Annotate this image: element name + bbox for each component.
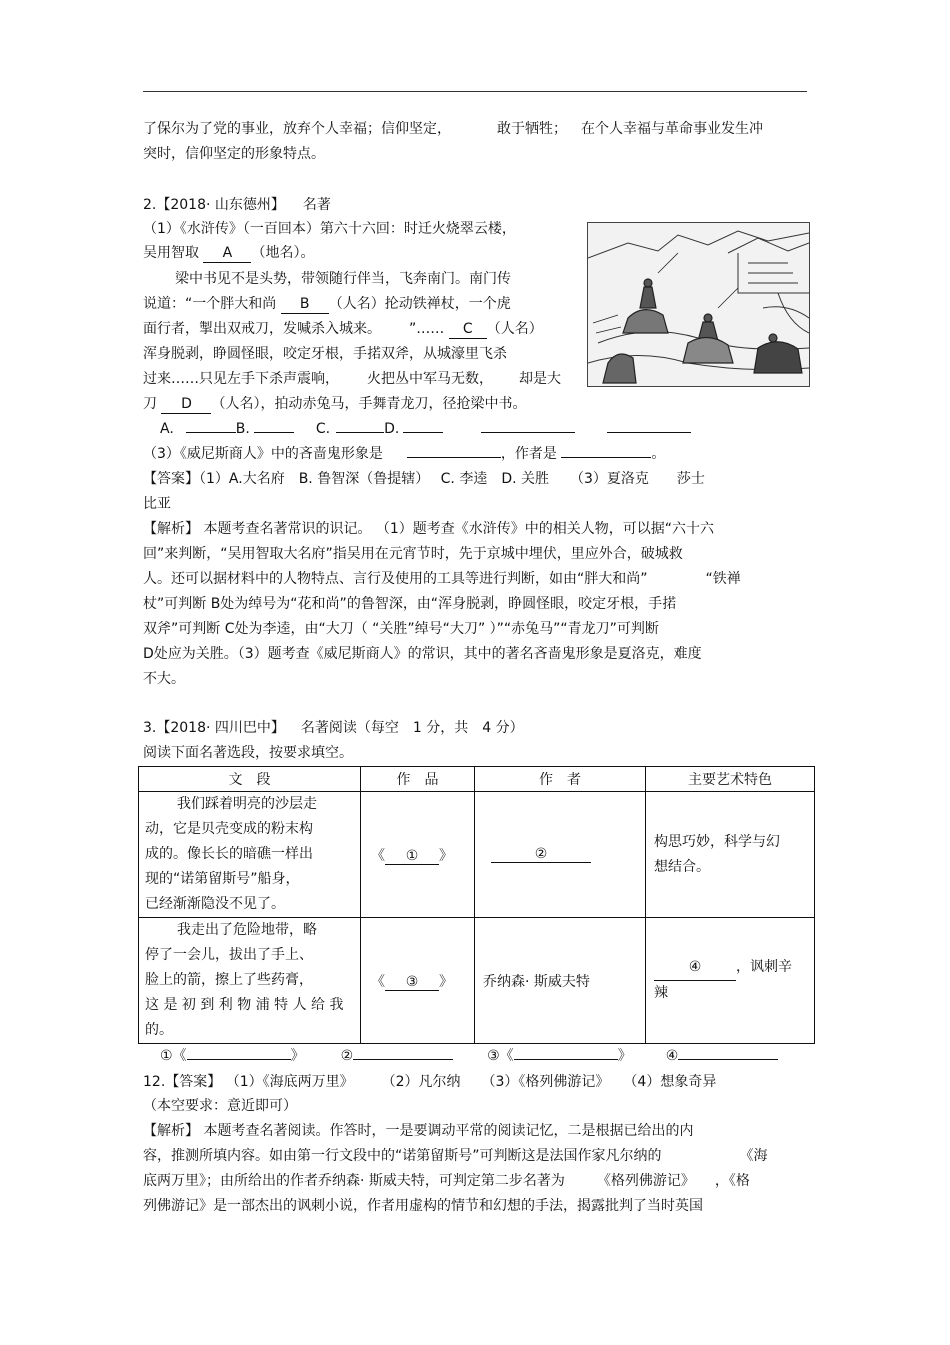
q2-p5 <box>143 319 543 339</box>
blank-a[interactable]: A <box>203 244 251 263</box>
q2-p10-mid: ，作者是 <box>500 446 557 462</box>
intro-line-2: 突时，信仰坚定的形象特点。 <box>143 146 325 162</box>
row1-feature <box>646 792 815 918</box>
row1-passage-line: 现的“诺第留斯号”船身， <box>145 871 300 887</box>
fill-1-close: 》 <box>290 1048 305 1064</box>
q2-p4-text: 说道：“一个胖大和尚 <box>143 296 277 312</box>
intro-text-a: 了保尔为了党的事业，放弃个人幸福；信仰坚定， <box>143 121 451 137</box>
q3-header <box>143 718 524 738</box>
option-b-blank[interactable] <box>254 432 294 433</box>
battle-illustration <box>587 222 810 387</box>
work-blank-3[interactable]: ③ <box>385 974 439 991</box>
option-a-label: A. <box>160 421 174 437</box>
table-row <box>139 918 815 1044</box>
q2-explain-2: 回”来判断，“吴用智取大名府”指吴用在元宵节时，先于京城中埋伏，里应外合，破城救 <box>143 546 683 562</box>
blank-d[interactable]: D <box>161 395 211 414</box>
q3-explain-3-book: 《格列佛游记》 <box>596 1173 695 1189</box>
q3-explain-3-text: 底两万里》；由所给出的作者乔纳森· 斯威夫特，可判定第二步名著为 <box>143 1173 565 1189</box>
q2-source: 2.【2018· 山东德州】 <box>143 197 285 213</box>
q2-p5-tail: （人名） <box>486 321 543 337</box>
row2-author: 乔纳森· 斯威夫特 <box>475 918 646 1044</box>
row2-passage-line: 这 是 初 到 利 物 浦 特 人 给 我 <box>145 997 344 1013</box>
q2-p2-tail: （地名）。 <box>251 245 315 261</box>
fill-3-label: ③《 <box>487 1048 514 1064</box>
q2-explain-3 <box>143 569 741 589</box>
table-row <box>139 792 815 918</box>
q2-options <box>160 419 691 439</box>
col-header-feature: 主要艺术特色 <box>646 767 815 792</box>
option-c-blank[interactable] <box>336 432 384 433</box>
author-blank[interactable] <box>561 457 651 458</box>
q2-p8-tail: （人名），拍动赤兔马，手舞青龙刀，径抢梁中书。 <box>211 396 527 412</box>
row2-passage-line: 我走出了危险地带，略 <box>177 922 317 938</box>
row2-passage-line: 停了一会儿，拔出了手上、 <box>145 947 313 963</box>
row1-feature-line: 想结合。 <box>654 858 710 875</box>
book-open-mark: 《 <box>371 973 385 990</box>
fill-4-blank[interactable] <box>678 1059 778 1060</box>
row2-passage <box>139 918 361 1044</box>
blank-b[interactable]: B <box>281 295 329 314</box>
fill-1-blank[interactable] <box>187 1059 291 1060</box>
q2-explain-3-tail: “铁禅 <box>705 571 741 587</box>
q2-p7 <box>143 369 561 389</box>
fill-3-close: 》 <box>617 1048 632 1064</box>
fill-2-blank[interactable] <box>353 1059 453 1060</box>
q3-explain-2-tail: 《海 <box>739 1148 768 1164</box>
work-blank-1[interactable]: ① <box>385 848 439 865</box>
blank-c[interactable]: C <box>449 320 487 339</box>
intro-text-c: 在个人幸福与革命事业发生冲 <box>581 121 763 137</box>
row2-feature-text: ，讽刺辛 <box>736 959 792 975</box>
row1-work <box>361 792 475 918</box>
fill-4-label: ④ <box>665 1048 679 1064</box>
option-d-label: D. <box>384 421 400 437</box>
row1-author <box>475 792 646 918</box>
header-rule <box>143 91 807 92</box>
col-header-author: 作 者 <box>475 767 646 792</box>
battle-illustration-svg <box>588 223 809 386</box>
col-header-passage: 文 段 <box>139 767 361 792</box>
q2-p10-text: （3）《威尼斯商人》中的吝啬鬼形象是 <box>143 446 383 462</box>
row2-feature <box>646 918 815 1044</box>
col-header-work: 作 品 <box>361 767 475 792</box>
intro-line-1 <box>143 119 763 139</box>
q2-p4 <box>143 294 511 314</box>
q2-p2 <box>143 243 314 263</box>
table-header-row <box>139 767 815 792</box>
q3-explain-2-text: 容，推测所填内容。如由第一行文段中的“诺第留斯号”可判断这是法国作家凡尔纳的 <box>143 1148 662 1164</box>
q2-p1: （1）《水浒传》（一百回本）第六十六回：时迁火烧翠云楼， <box>143 221 516 237</box>
option-d-blank[interactable] <box>403 432 443 433</box>
option-b-label: B. <box>235 421 250 437</box>
row1-feature-line: 构思巧妙，科学与幻 <box>654 833 780 850</box>
q2-explain-6: D处应为关胜。（3）题考查《威尼斯商人》的常识，其中的著名吝啬鬼形象是夏洛克，难度 <box>143 646 702 662</box>
q2-p5-text: 面行者，掣出双戒刀，发喊杀入城来。 <box>143 321 381 337</box>
q3-explain-4: 列佛游记》是一部杰出的讽刺小说，作者用虚构的情节和幻想的手法，揭露批判了当时英国 <box>143 1198 703 1214</box>
feature-blank-4[interactable]: ④ <box>654 955 736 981</box>
q2-p7-text: 过来……只见左手下杀声震响， <box>143 371 339 387</box>
option-a-blank[interactable] <box>186 432 236 433</box>
q2-p3: 梁中书见不是头势，带领随行伴当，飞奔南门。南门传 <box>175 271 511 287</box>
q3-explain-3-tail: ，《格 <box>714 1173 750 1189</box>
q2-p8 <box>143 394 526 414</box>
fill-2-label: ② <box>340 1048 354 1064</box>
q2-p7-mid: 火把丛中军马无数， <box>367 371 493 387</box>
row1-passage-line: 动，它是贝壳变成的粉末构 <box>145 821 313 837</box>
q2-p5-mid: ”…… <box>409 321 445 337</box>
q3-explain-2 <box>143 1146 768 1166</box>
q2-p10-end: 。 <box>651 446 666 462</box>
q3-topic: 名著阅读（每空 1 分，共 4 分） <box>300 720 524 736</box>
book-close-mark: 》 <box>439 973 453 990</box>
option-c-label: C. <box>315 421 331 437</box>
q3-fill-line <box>160 1046 778 1066</box>
option-extra-blank-2[interactable] <box>607 432 691 433</box>
row2-feature-line: 辣 <box>654 985 668 1001</box>
q2-explain-4: 杖”可判断 B处为绰号为“花和尚”的鲁智深，由“浑身脱剥，睁圆怪眼，咬定牙根，手掿 <box>143 596 677 612</box>
q2-header <box>143 195 331 215</box>
fill-3-blank[interactable] <box>514 1059 618 1060</box>
option-extra-blank-1[interactable] <box>481 432 575 433</box>
book-close-mark: 》 <box>439 847 453 864</box>
q3-answer-2: （本空要求：意近即可） <box>143 1098 297 1114</box>
q2-answer-1: 【答案】（1）A.大名府 B. 鲁智深（鲁提辖） C. 李逵 D. 关胜 （3）夏洛克 莎士 <box>143 471 705 487</box>
row1-passage-line: 我们踩着明亮的沙层走 <box>177 796 317 812</box>
fill-1-label: ①《 <box>160 1048 187 1064</box>
row1-passage-line: 已经渐渐隐没不见了。 <box>145 896 285 912</box>
row1-passage-line: 成的。像长长的暗礁一样出 <box>145 846 313 862</box>
row2-work <box>361 918 475 1044</box>
row2-passage-line: 脸上的箭，擦上了些药膏， <box>145 972 313 988</box>
q3-explain-3 <box>143 1171 750 1191</box>
q2-topic: 名著 <box>302 197 331 213</box>
q3-instruction: 阅读下面名著选段，按要求填空。 <box>143 745 353 761</box>
q2-explain-5: 双斧”可判断 C处为李逵，由“大刀（ “关胜”绰号“大刀” ）”“赤兔马”“青龙刀”可判断 <box>143 621 659 637</box>
author-blank-2[interactable]: ② <box>491 846 591 863</box>
row2-passage-line: 的。 <box>145 1022 173 1038</box>
q2-answer-2: 比亚 <box>143 496 171 512</box>
q3-table <box>138 766 815 1044</box>
q2-p10 <box>143 444 665 464</box>
q2-explain-3-text: 人。还可以据材料中的人物特点、言行及使用的工具等进行判断，如由“胖大和尚” <box>143 571 648 587</box>
book-open-mark: 《 <box>371 847 385 864</box>
q2-p8-text: 刀 <box>143 396 157 412</box>
intro-text-b: 敢于牺牲； <box>497 121 567 137</box>
q2-p2-text: 吴用智取 <box>143 245 199 261</box>
q3-explain-1: 【解析】 本题考查名著阅读。作答时，一是要调动平常的阅读记忆，二是根据已给出的内 <box>143 1123 694 1139</box>
miser-blank[interactable] <box>407 457 501 458</box>
q3-answer-1: 12.【答案】 （1）《海底两万里》 （2）凡尔纳 （3）《格列佛游记》 （4）想象奇异 <box>143 1074 717 1090</box>
q2-explain-7: 不大。 <box>143 671 185 687</box>
q2-p4-tail: （人名）抡动铁禅杖，一个虎 <box>328 296 511 312</box>
q2-p7-tail: 却是大 <box>519 371 561 387</box>
q3-source: 3.【2018· 四川巴中】 <box>143 720 285 736</box>
row1-passage <box>139 792 361 918</box>
q2-p6: 浑身脱剥，睁圆怪眼，咬定牙根，手掿双斧，从城濠里飞杀 <box>143 346 507 362</box>
q2-explain-1: 【解析】 本题考查名著常识的识记。 （1）题考查《水浒传》中的相关人物，可以据“六十六 <box>143 521 715 537</box>
